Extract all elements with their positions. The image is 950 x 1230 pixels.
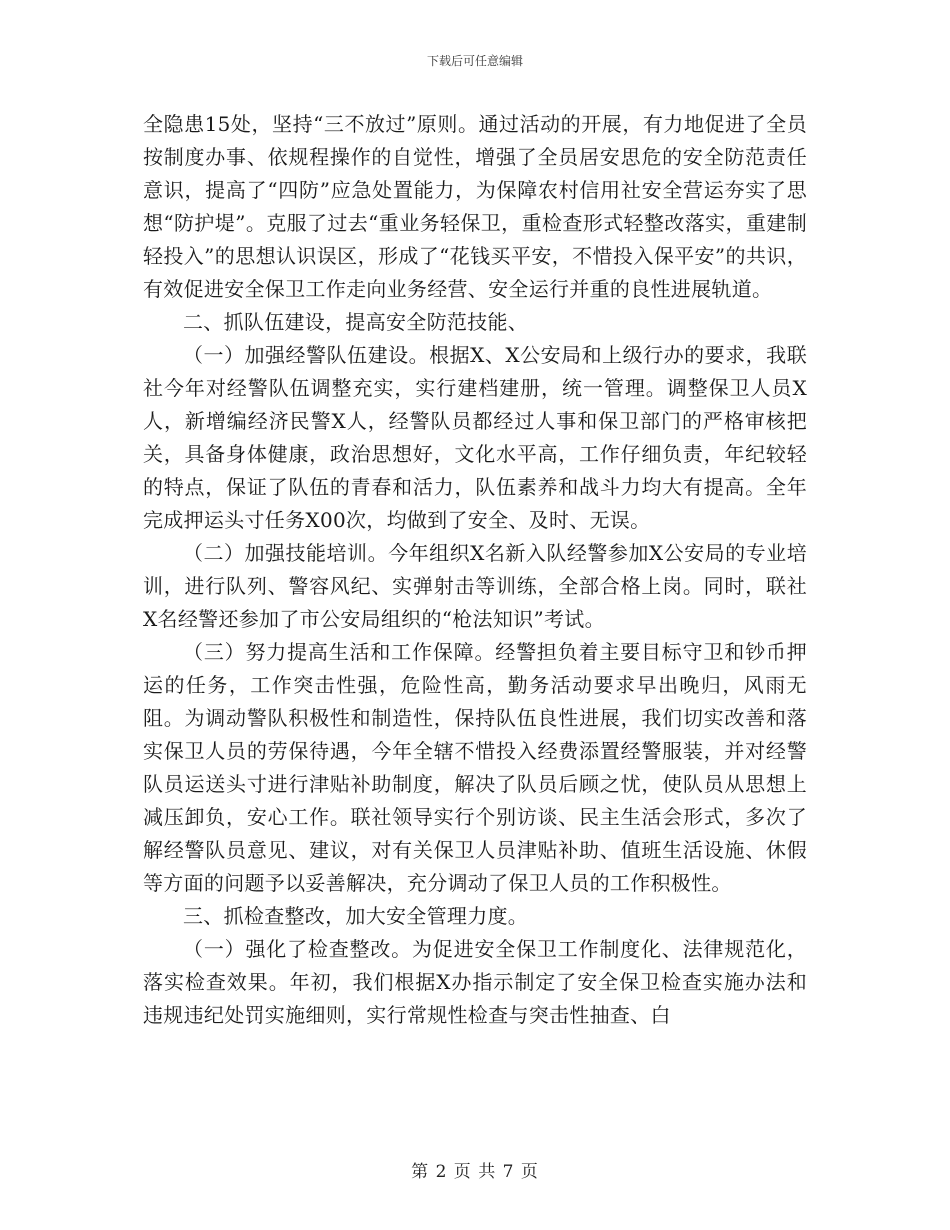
document-body [143,108,807,1032]
page-number: 第 2 页 共 7 页 [411,1162,539,1182]
page-header: 下载后可任意编辑 [426,54,523,68]
section-heading-team-building: 二、抓队伍建设，提高安全防范技能、 [183,310,529,334]
section-heading-inspection: 三、抓检查整改，加大安全管理力度。 [183,904,529,928]
paragraph-skills-training: （二）加强技能培训。今年组织X名新入队经警参加X公安局的专业培训，进行队列、警容风纪、实弹射击等训练，全部合格上岗。同时，联社X名经警还参加了市公安局组织的“枪法知识”考试。 [143,541,807,631]
paragraph-police-team: （一）加强经警队伍建设。根据X、X公安局和上级行办的要求，我联社今年对经警队伍调整充实，实行建档建册，统一管理。调整保卫人员X人，新增编经济民警X人，经警队员都经过人事和保卫部门的严格审核把关，具备身体健康，政治思想好，文化水平高，工作仔细负责，年纪较轻的特点，保证了队伍的青春和活力，队伍素养和战斗力均大有提高。全年完成押运头寸任务X00次，均做到了安全、及时、无误。 [143,343,807,532]
paragraph-continuation: 全隐患15处，坚持“三不放过”原则。通过活动的开展，有力地促进了全员按制度办事、依规程操作的自觉性，增强了全员居安思危的安全防范责任意识，提高了“四防”应急处置能力，为保障农村信用社安全营运夯实了思想“防护堤”。克服了过去“重业务轻保卫，重检查形式轻整改落实，重建制轻投入”的思想认识误区，形成了“花钱买平安，不惜投入保平安”的共识，有效促进安全保卫工作走向业务经营、安全运行并重的良性进展轨道。 [143,112,807,301]
paragraph-living-guarantee: （三）努力提高生活和工作保障。经警担负着主要目标守卫和钞币押运的任务，工作突击性强，危险性高，勤务活动要求早出晚归，风雨无阻。为调动警队积极性和制造性，保持队伍良性进展，我们切实改善和落实保卫人员的劳保待遇，今年全辖不惜投入经费添置经警服装，并对经警队员运送头寸进行津贴补助制度，解决了队员后顾之忧，使队员从思想上减压卸负，安心工作。联社领导实行个别访谈、民主生活会形式，多次了解经警队员意见、建议，对有关保卫人员津贴补助、值班生活设施、休假等方面的问题予以妥善解决，充分调动了保卫人员的工作积极性。 [143,640,807,895]
paragraph-inspection-rectification: （一）强化了检查整改。为促进安全保卫工作制度化、法律规范化，落实检查效果。年初，我们根据X办指示制定了安全保卫检查实施办法和违规违纪处罚实施细则，实行常规性检查与突击性抽查、白 [143,937,807,1027]
